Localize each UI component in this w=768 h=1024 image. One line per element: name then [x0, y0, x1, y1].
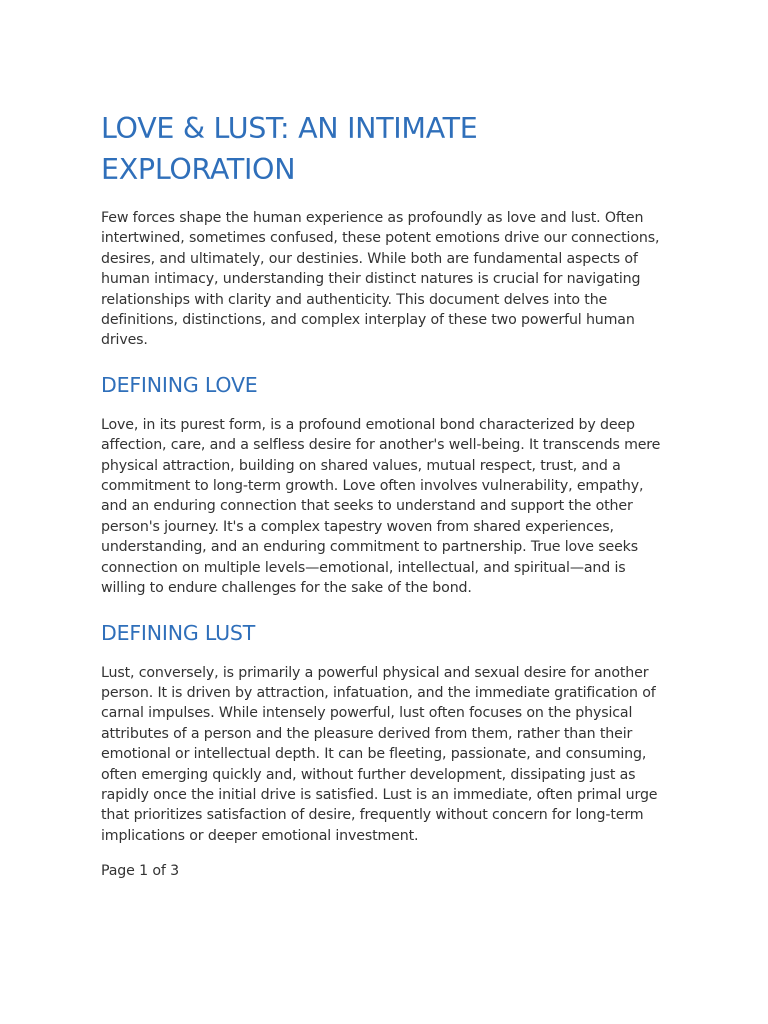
- title-line-2: EXPLORATION: [101, 153, 296, 186]
- intro-paragraph: Few forces shape the human experience as profoundly as love and lust. Often intertwined, sometimes confused, these potent emotions drive our connections, desires, and ultimately, our destinies. While both are fundamental aspects of human intimacy, understanding their distinct natures is crucial for navigating relationships with clarity and authenticity. This document delves into the definitions, distinctions, and complex interplay of these two powerful human drives.: [101, 210, 660, 349]
- document-title: [101, 108, 671, 190]
- section-body-lust: Lust, conversely, is primarily a powerful physical and sexual desire for another person. It is driven by attraction, infatuation, and the immediate gratification of carnal impulses. While intensely powerful, lust often focuses on the physical attributes of a person and the pleasure derived from them, rather than their emotional or intellectual depth. It can be fleeting, passionate, and consuming, often emerging quickly and, without further development, dissipating just as rapidly once the initial drive is satisfied. Lust is an immediate, often primal urge that prioritizes satisfaction of desire, frequently without concern for long-term implications or deeper emotional investment.: [101, 664, 658, 844]
- title-line-1: LOVE & LUST: AN INTIMATE: [101, 112, 478, 145]
- section-body-love: Love, in its purest form, is a profound emotional bond characterized by deep affection, care, and a selfless desire for another's well-being. It transcends mere physical attraction, building on shared values, mutual respect, trust, and a commitment to long-term growth. Love often involves vulnerability, empathy, and an enduring connection that seeks to understand and support the other person's journey. It's a complex tapestry woven from shared experiences, understanding, and an enduring commitment to partnership. True love seeks connection on multiple levels—emotional, intellectual, and spiritual—and is willing to endure challenges for the sake of the bond.: [101, 416, 661, 597]
- document-page: [101, 108, 671, 881]
- section-heading-love: DEFINING LOVE: [101, 372, 258, 397]
- page-number: Page 1 of 3: [101, 863, 179, 880]
- section-heading-lust: DEFINING LUST: [101, 620, 256, 645]
